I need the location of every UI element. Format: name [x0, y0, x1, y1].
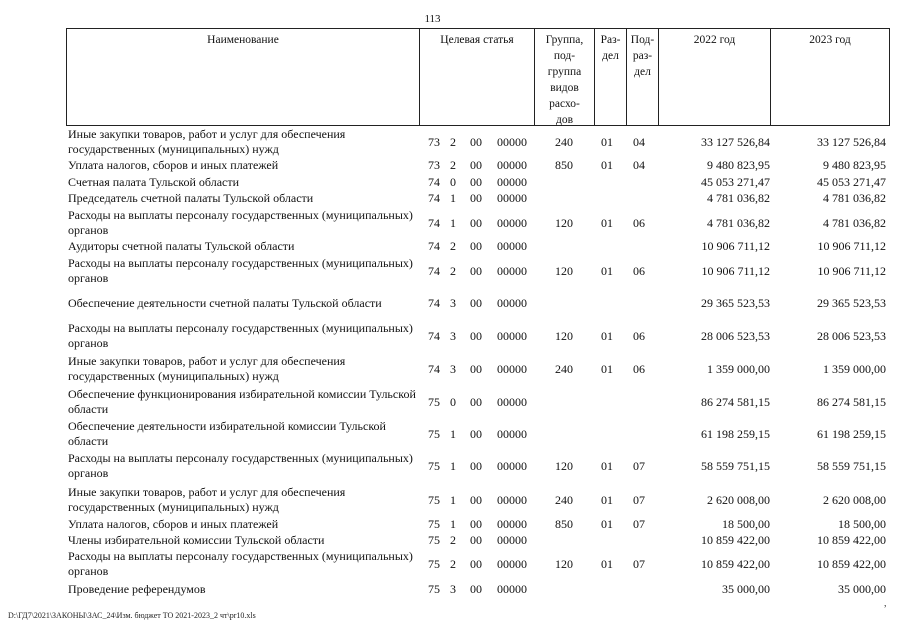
cell-b: 2: [450, 264, 456, 278]
cell-y23: 86 274 581,15: [817, 395, 886, 409]
table-row: [0, 533, 905, 549]
cell-d: 00000: [497, 135, 527, 149]
cell-y22: 28 006 523,53: [701, 329, 770, 343]
table-header: [66, 28, 890, 126]
cell-grp: 120: [555, 216, 573, 230]
cell-razd: 01: [601, 264, 613, 278]
cell-d: 00000: [497, 493, 527, 507]
cell-y22: 4 781 036,82: [707, 216, 770, 230]
scan-mark: ,: [884, 598, 887, 609]
cell-d: 00000: [497, 191, 527, 205]
cell-y22: 10 859 422,00: [701, 557, 770, 571]
cell-b: 2: [450, 239, 456, 253]
cell-c: 00: [470, 557, 482, 571]
cell-a: 74: [428, 191, 440, 205]
cell-y23: 2 620 008,00: [823, 493, 886, 507]
cell-y23: 10 906 711,12: [817, 239, 886, 253]
cell-y22: 1 359 000,00: [707, 362, 770, 376]
row-name: Расходы на выплаты персоналу государственных (муниципальных) органов: [68, 549, 413, 578]
cell-b: 0: [450, 395, 456, 409]
cell-grp: 120: [555, 557, 573, 571]
cell-grp: 850: [555, 517, 573, 531]
cell-a: 73: [428, 135, 440, 149]
row-name: Обеспечение деятельности счетной палаты Тульской области: [68, 296, 382, 310]
cell-c: 00: [470, 459, 482, 473]
table-row: [0, 549, 905, 579]
cell-grp: 120: [555, 329, 573, 343]
cell-b: 0: [450, 175, 456, 189]
cell-y23: 45 053 271,47: [817, 175, 886, 189]
cell-d: 00000: [497, 557, 527, 571]
cell-podr: 07: [633, 557, 645, 571]
cell-y23: 33 127 526,84: [817, 135, 886, 149]
cell-razd: 01: [601, 329, 613, 343]
cell-c: 00: [470, 362, 482, 376]
table-row: [0, 239, 905, 255]
cell-y23: 58 559 751,15: [817, 459, 886, 473]
cell-b: 1: [450, 216, 456, 230]
cell-d: 00000: [497, 175, 527, 189]
table-row: [0, 354, 905, 384]
cell-y22: 10 906 711,12: [701, 239, 770, 253]
cell-y23: 4 781 036,82: [823, 191, 886, 205]
cell-y23: 35 000,00: [838, 582, 886, 596]
cell-a: 74: [428, 296, 440, 310]
cell-y23: 28 006 523,53: [817, 329, 886, 343]
cell-d: 00000: [497, 395, 527, 409]
cell-a: 74: [428, 175, 440, 189]
cell-podr: 06: [633, 216, 645, 230]
row-name: Аудиторы счетной палаты Тульской области: [68, 239, 295, 253]
cell-c: 00: [470, 395, 482, 409]
cell-podr: 07: [633, 493, 645, 507]
cell-a: 73: [428, 158, 440, 172]
cell-grp: 120: [555, 264, 573, 278]
table-row: [0, 127, 905, 157]
table-row: [0, 485, 905, 515]
cell-grp: 240: [555, 493, 573, 507]
cell-a: 75: [428, 517, 440, 531]
cell-a: 74: [428, 216, 440, 230]
table-row: [0, 419, 905, 449]
cell-d: 00000: [497, 158, 527, 172]
cell-c: 00: [470, 493, 482, 507]
cell-y22: 45 053 271,47: [701, 175, 770, 189]
table-row: [0, 387, 905, 417]
cell-b: 3: [450, 329, 456, 343]
cell-y22: 61 198 259,15: [701, 427, 770, 441]
table-row: [0, 517, 905, 533]
row-name: Счетная палата Тульской области: [68, 175, 240, 189]
header-group: Группа, под- группа видов расхо- дов: [535, 29, 595, 125]
cell-a: 74: [428, 239, 440, 253]
cell-b: 3: [450, 296, 456, 310]
row-name: Расходы на выплаты персоналу государственных (муниципальных) органов: [68, 451, 413, 480]
cell-y22: 35 000,00: [722, 582, 770, 596]
cell-y22: 10 859 422,00: [701, 533, 770, 547]
cell-podr: 04: [633, 135, 645, 149]
row-name: Иные закупки товаров, работ и услуг для обеспечения государственных (муниципальных) нужд: [68, 127, 346, 156]
cell-a: 75: [428, 533, 440, 547]
cell-podr: 04: [633, 158, 645, 172]
cell-a: 74: [428, 264, 440, 278]
cell-b: 1: [450, 517, 456, 531]
table-row: [0, 451, 905, 481]
cell-y22: 29 365 523,53: [701, 296, 770, 310]
cell-b: 1: [450, 191, 456, 205]
header-target: Целевая статья: [420, 29, 535, 125]
cell-a: 75: [428, 459, 440, 473]
cell-podr: 06: [633, 264, 645, 278]
row-name: Иные закупки товаров, работ и услуг для обеспечения государственных (муниципальных) нужд: [68, 354, 346, 383]
row-name: Члены избирательной комиссии Тульской области: [68, 533, 325, 547]
cell-podr: 07: [633, 459, 645, 473]
cell-razd: 01: [601, 158, 613, 172]
cell-b: 1: [450, 427, 456, 441]
cell-razd: 01: [601, 135, 613, 149]
row-name: Расходы на выплаты персоналу государственных (муниципальных) органов: [68, 208, 413, 237]
cell-b: 2: [450, 135, 456, 149]
cell-c: 00: [470, 264, 482, 278]
cell-razd: 01: [601, 517, 613, 531]
cell-d: 00000: [497, 329, 527, 343]
row-name: Проведение референдумов: [68, 582, 206, 596]
cell-c: 00: [470, 135, 482, 149]
row-name: Обеспечение деятельности избирательной комиссии Тульской области: [68, 419, 386, 448]
cell-d: 00000: [497, 427, 527, 441]
cell-razd: 01: [601, 216, 613, 230]
cell-d: 00000: [497, 517, 527, 531]
row-name: Расходы на выплаты персоналу государственных (муниципальных) органов: [68, 321, 413, 350]
cell-c: 00: [470, 329, 482, 343]
cell-y22: 2 620 008,00: [707, 493, 770, 507]
cell-a: 75: [428, 557, 440, 571]
row-name: Расходы на выплаты персоналу государственных (муниципальных) органов: [68, 256, 413, 285]
cell-razd: 01: [601, 493, 613, 507]
file-path-footer: D:\ГД7\2021\ЗАКОНЫ\ЗАС_24\Изм. бюджет ТО 2021-2023_2 чт\pr10.xls: [8, 611, 256, 620]
cell-y22: 18 500,00: [722, 517, 770, 531]
cell-c: 00: [470, 239, 482, 253]
header-2023: 2023 год: [809, 34, 851, 46]
row-name: Уплата налогов, сборов и иных платежей: [68, 158, 279, 172]
cell-c: 00: [470, 158, 482, 172]
cell-b: 2: [450, 158, 456, 172]
cell-y23: 9 480 823,95: [823, 158, 886, 172]
row-name: Обеспечение функционирования избирательной комиссии Тульской области: [68, 387, 416, 416]
table-row: [0, 582, 905, 598]
cell-y22: 86 274 581,15: [701, 395, 770, 409]
cell-b: 3: [450, 582, 456, 596]
header-name: Наименование: [67, 29, 420, 125]
cell-grp: 240: [555, 135, 573, 149]
table-row: [0, 321, 905, 351]
header-razdel: Раз- дел: [595, 29, 627, 125]
cell-d: 00000: [497, 459, 527, 473]
cell-c: 00: [470, 582, 482, 596]
cell-y23: 10 859 422,00: [817, 557, 886, 571]
cell-c: 00: [470, 517, 482, 531]
cell-y23: 61 198 259,15: [817, 427, 886, 441]
cell-c: 00: [470, 533, 482, 547]
cell-a: 75: [428, 427, 440, 441]
page-number: 113: [424, 13, 441, 25]
cell-y23: 18 500,00: [838, 517, 886, 531]
cell-razd: 01: [601, 557, 613, 571]
cell-b: 2: [450, 557, 456, 571]
table-row: [0, 208, 905, 238]
cell-y23: 10 906 711,12: [817, 264, 886, 278]
cell-podr: 06: [633, 362, 645, 376]
header-2022: 2022 год: [659, 29, 771, 125]
cell-y22: 4 781 036,82: [707, 191, 770, 205]
cell-a: 75: [428, 582, 440, 596]
cell-a: 75: [428, 395, 440, 409]
table-row: [0, 296, 905, 312]
cell-b: 2: [450, 533, 456, 547]
cell-y22: 33 127 526,84: [701, 135, 770, 149]
cell-b: 1: [450, 493, 456, 507]
header-podrazdel: Под- раз- дел: [627, 29, 659, 125]
cell-c: 00: [470, 296, 482, 310]
cell-c: 00: [470, 427, 482, 441]
cell-y23: 4 781 036,82: [823, 216, 886, 230]
cell-d: 00000: [497, 264, 527, 278]
cell-y23: 10 859 422,00: [817, 533, 886, 547]
cell-y22: 9 480 823,95: [707, 158, 770, 172]
cell-grp: 120: [555, 459, 573, 473]
cell-a: 74: [428, 329, 440, 343]
cell-c: 00: [470, 175, 482, 189]
cell-y23: 29 365 523,53: [817, 296, 886, 310]
table-row: [0, 175, 905, 191]
row-name: Уплата налогов, сборов и иных платежей: [68, 517, 279, 531]
cell-razd: 01: [601, 362, 613, 376]
cell-a: 75: [428, 493, 440, 507]
table-row: [0, 191, 905, 207]
cell-y23: 1 359 000,00: [823, 362, 886, 376]
table-row: [0, 256, 905, 286]
row-name: Иные закупки товаров, работ и услуг для обеспечения государственных (муниципальных) нужд: [68, 485, 346, 514]
cell-grp: 240: [555, 362, 573, 376]
cell-d: 00000: [497, 582, 527, 596]
cell-b: 3: [450, 362, 456, 376]
cell-c: 00: [470, 216, 482, 230]
table-row: [0, 158, 905, 174]
cell-d: 00000: [497, 296, 527, 310]
cell-podr: 06: [633, 329, 645, 343]
cell-d: 00000: [497, 362, 527, 376]
cell-c: 00: [470, 191, 482, 205]
cell-a: 74: [428, 362, 440, 376]
row-name: Председатель счетной палаты Тульской области: [68, 191, 314, 205]
cell-razd: 01: [601, 459, 613, 473]
cell-y22: 10 906 711,12: [701, 264, 770, 278]
cell-b: 1: [450, 459, 456, 473]
cell-d: 00000: [497, 533, 527, 547]
cell-grp: 850: [555, 158, 573, 172]
cell-podr: 07: [633, 517, 645, 531]
cell-d: 00000: [497, 239, 527, 253]
cell-d: 00000: [497, 216, 527, 230]
cell-y22: 58 559 751,15: [701, 459, 770, 473]
